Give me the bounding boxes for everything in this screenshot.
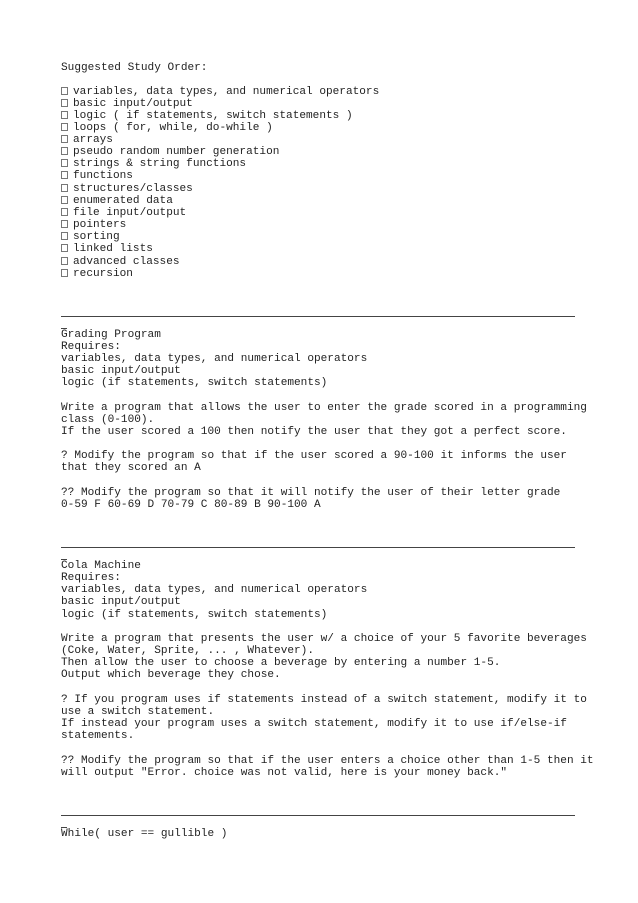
task-line: Write a program that allows the user to enter the grade scored in a programming — [61, 402, 587, 414]
study-item: logic ( if statements, switch statements ) — [61, 110, 353, 122]
bullet-box-icon — [61, 220, 68, 228]
bullet-box-icon — [61, 87, 68, 95]
task-line: class (0-100). — [61, 414, 155, 426]
bullet-box-icon — [61, 257, 68, 265]
modification-line: If instead your program uses a switch statement, modify it to use if/else-if — [61, 718, 567, 730]
requires-label: Requires: — [61, 572, 121, 584]
study-item: linked lists — [61, 243, 153, 255]
modification-line: use a switch statement. — [61, 706, 215, 718]
study-item: arrays — [61, 134, 113, 146]
study-item: file input/output — [61, 207, 186, 219]
requires-item: variables, data types, and numerical operators — [61, 584, 368, 596]
bullet-box-icon — [61, 123, 68, 131]
study-order-title: Suggested Study Order: — [61, 62, 208, 74]
section-title-while-gullible: While( user == gullible ) — [61, 828, 228, 840]
study-item: pseudo random number generation — [61, 146, 279, 158]
requires-item: basic input/output — [61, 596, 181, 608]
study-item: pointers — [61, 219, 126, 231]
bullet-box-icon — [61, 244, 68, 252]
modification-line: ? Modify the program so that if the user scored a 90-100 it informs the user — [61, 450, 567, 462]
requires-item: variables, data types, and numerical operators — [61, 353, 368, 365]
study-item: enumerated data — [61, 195, 173, 207]
study-item: basic input/output — [61, 98, 193, 110]
study-item: strings & string functions — [61, 158, 246, 170]
modification-line: 0-59 F 60-69 D 70-79 C 80-89 B 90-100 A — [61, 499, 321, 511]
section-divider — [61, 815, 575, 816]
requires-item: logic (if statements, switch statements) — [61, 377, 328, 389]
modification-line: will output "Error. choice was not valid, here is your money back." — [61, 767, 508, 779]
requires-item: basic input/output — [61, 365, 181, 377]
bullet-box-icon — [61, 147, 68, 155]
modification-line: statements. — [61, 730, 135, 742]
requires-label: Requires: — [61, 341, 121, 353]
section-title-grading-program: Grading Program — [61, 329, 161, 341]
bullet-box-icon — [61, 184, 68, 192]
bullet-box-icon — [61, 99, 68, 107]
requires-item: logic (if statements, switch statements) — [61, 609, 328, 621]
modification-line: ? If you program uses if statements instead of a switch statement, modify it to — [61, 694, 587, 706]
study-item: functions — [61, 170, 133, 182]
bullet-box-icon — [61, 196, 68, 204]
bullet-box-icon — [61, 171, 68, 179]
bullet-box-icon — [61, 159, 68, 167]
section-divider — [61, 547, 575, 548]
modification-line: ?? Modify the program so that it will notify the user of their letter grade — [61, 487, 561, 499]
section-divider — [61, 316, 575, 317]
study-item: sorting — [61, 231, 120, 243]
task-line: If the user scored a 100 then notify the user that they got a perfect score. — [61, 426, 567, 438]
study-item: variables, data types, and numerical operators — [61, 86, 379, 98]
bullet-box-icon — [61, 269, 68, 277]
study-item: recursion — [61, 268, 133, 280]
study-item: loops ( for, while, do-while ) — [61, 122, 273, 134]
modification-line: that they scored an A — [61, 462, 201, 474]
bullet-box-icon — [61, 232, 68, 240]
task-line: Output which beverage they chose. — [61, 669, 281, 681]
study-item: advanced classes — [61, 256, 180, 268]
section-title-cola-machine: Cola Machine — [61, 560, 141, 572]
task-line: Write a program that presents the user w/ a choice of your 5 favorite beverages — [61, 633, 587, 645]
modification-line: ?? Modify the program so that if the user enters a choice other than 1-5 then it — [61, 755, 594, 767]
task-line: Then allow the user to choose a beverage by entering a number 1-5. — [61, 657, 501, 669]
study-item: structures/classes — [61, 183, 193, 195]
task-line: (Coke, Water, Sprite, ... , Whatever). — [61, 645, 314, 657]
bullet-box-icon — [61, 135, 68, 143]
bullet-box-icon — [61, 208, 68, 216]
bullet-box-icon — [61, 111, 68, 119]
